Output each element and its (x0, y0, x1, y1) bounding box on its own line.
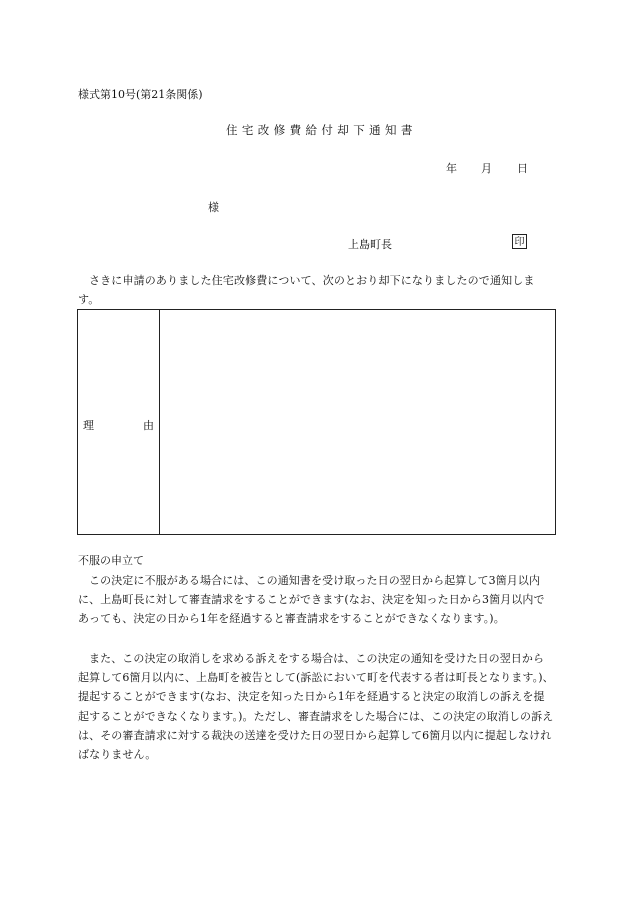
date-year-label: 年 (446, 162, 457, 175)
date-day-label: 日 (517, 162, 528, 175)
date-line (446, 160, 528, 176)
reason-label-right: 由 (143, 419, 154, 432)
intro-text: さきに申請のありました住宅改修費について、次のとおり却下になりましたので通知します。 (78, 274, 535, 306)
document-title: 住宅改修費給付却下通知書 (226, 123, 417, 137)
form-number: 様式第10号(第21条関係) (78, 88, 203, 101)
addressee-suffix: 様 (208, 201, 219, 214)
reason-table (77, 309, 556, 535)
objection-paragraph-1: この決定に不服がある場合には、この通知書を受け取った日の翌日から起算して3箇月以内に、上島町長に対して審査請求をすることができます(なお、決定を知った日から3箇月以内であっても、決定の日から1年を経過すると審査請求をすることができなくなります。)。 (78, 574, 545, 626)
reason-label-left: 理 (83, 419, 94, 432)
reason-table-divider (159, 310, 160, 534)
objection-heading: 不服の申立て (78, 554, 144, 567)
objection-paragraph-2: また、この決定の取消しを求める訴えをする場合は、この決定の通知を受けた日の翌日から起算して6箇月以内に、上島町を被告として(訴訟において町を代表する者は町長となります。)、提起することができます(なお、決定を知った日から1年を経過すると決定の取消しの訴えを提起することができなくなります。)。ただし、審査請求をした場合には、この決定の取消しの訴えは、その審査請求に対する裁決の送達を受けた日の翌日から起算して6箇月以内に提起しなければなりません。 (78, 652, 554, 762)
date-month-label: 月 (481, 162, 492, 175)
sender-name: 上島町長 (348, 238, 392, 251)
seal-mark: 印 (512, 234, 527, 249)
